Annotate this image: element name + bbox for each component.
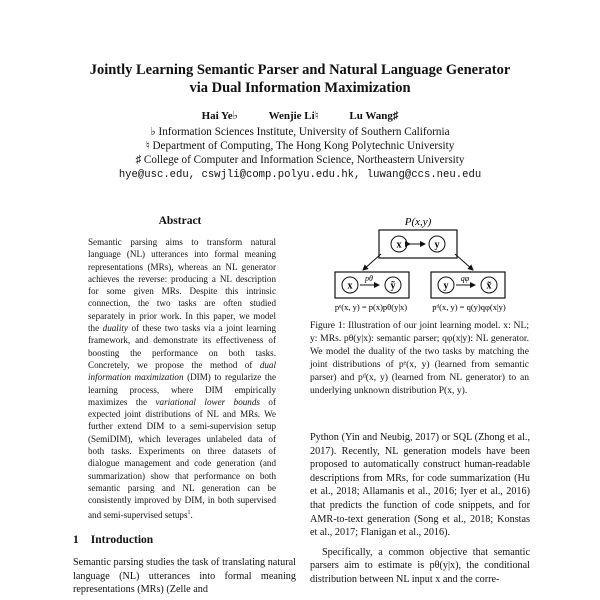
generator-input-y-label: y: [443, 280, 449, 292]
affiliation-2: ♮ Department of Computing, The Hong Kong Polytechnic University: [145, 140, 455, 152]
right-paragraph-1: Python (Yin and Neubig, 2017) or SQL (Zhong et al., 2017). Recently, NL generation models have been proposed to automatically construct human-readable descriptions from MRs, for code summarization (Hu et al., 2018; Allamanis et al., 2016; Iyer et al., 2016) that predicts the function of code snippets, and for AMR-to-text generation (Song et al., 2018; Konstas et al., 2017; Flanigan et al., 2016).: [310, 432, 530, 539]
footnote-mark: 1: [187, 509, 191, 516]
section-number: 1: [73, 534, 79, 546]
abstract-text-3: (DIM) to regularize the learning process, where DIM empirically maximizes the: [88, 372, 276, 407]
right-column-text: [310, 431, 530, 587]
author-2: Wenjie Li♮: [268, 110, 319, 122]
author-list: [0, 109, 600, 122]
generator-output-x-label: x̃: [486, 280, 492, 292]
abstract-heading: Abstract: [158, 215, 202, 227]
paper-title-line-1: Jointly Learning Semantic Parser and Natural Language Generator: [89, 62, 511, 78]
arrow-to-left-box: [363, 254, 381, 270]
abstract-text-4: of expected joint distributions of NL and MRs. We further extend DIM to a semi-supervision setup (: [88, 396, 276, 444]
parser-output-y-label: ỹ: [390, 280, 396, 292]
author-1: Hai Ye♭: [201, 110, 238, 122]
figure-1-diagram: [305, 212, 535, 312]
abstract-body: [88, 236, 276, 521]
abstract-end: .: [190, 509, 193, 520]
section-heading-introduction: [73, 534, 153, 546]
abstract-text-5: ), which leverages unlabeled data of both tasks. Experiments on three datasets of dialogue management and code generation (and summarization) show that performance on both semantic parsing and NL generation can be consistently improved by DIM, in both supervised and semi-supervised setups: [88, 433, 276, 520]
introduction-text: [73, 556, 296, 597]
abstract-text-1: Semantic parsing aims to transform natural language (NL) utterances into formal meaning representations (MRs), whereas an NL generator achieves the reverse: producing a NL description for some given MRs. Despite this intrinsic connection, the two tasks are often studied separately in prior work. In this paper, we model the: [88, 237, 276, 334]
top-node-y-label: y: [434, 239, 440, 251]
section-title: Introduction: [90, 534, 154, 546]
joint-distribution-label: P(x,y): [404, 216, 432, 228]
abstract-text-2: of these two tasks via a joint learning framework, and demonstrate its effectiveness of boosting the performance on both tasks. Concretely, we propose the method of: [88, 323, 276, 370]
parser-input-x-label: x: [347, 280, 353, 292]
affiliation-3: ♯ College of Computer and Information Science, Northeastern University: [135, 154, 465, 166]
abstract-emph-bounds: variational lower bounds: [155, 396, 260, 407]
generator-joint-formula: pᵈ(x, y) = q(y)qφ(x|y): [432, 302, 506, 312]
paper-title-line-2: via Dual Information Maximization: [189, 80, 411, 96]
author-emails: hye@usc.edu, cswjli@comp.polyu.edu.hk, luwang@ccs.neu.edu: [118, 169, 482, 181]
top-node-x-label: x: [396, 239, 402, 251]
figure-1-caption: [310, 319, 529, 397]
arrow-to-right-box: [455, 254, 473, 270]
figure-caption-text: Figure 1: Illustration of our joint learning model. x: NL; y: MRs. pθ(y|x): semantic parser; qφ(x|y): NL generator. We model the duality of the two tasks by matching the joint distributions of pᵉ(x, y) (learned from semantic parser) and pᵈ(x, y) (learned from NL generator) to an underlying unknown distribution P(x, y).: [310, 320, 529, 396]
affiliation-1: ♭ Information Sciences Institute, University of Southern California: [150, 126, 450, 138]
author-3: Lu Wang♯: [349, 110, 399, 122]
parser-arrow-label: pθ: [365, 274, 373, 283]
abstract-semidim: SemiDIM: [91, 433, 128, 444]
generator-arrow-label: qφ: [460, 274, 470, 283]
introduction-paragraph: Semantic parsing studies the task of translating natural language (NL) utterances into formal meaning representations (MRs) (Zelle and: [73, 557, 296, 596]
abstract-emph-duality: duality: [102, 323, 128, 334]
abstract-emph-dim: dual information maximization: [88, 359, 276, 383]
right-paragraph-2: Specifically, a common objective that semantic parsers aim to estimate is pθ(y|x), the conditional distribution between NL input x and the corre-: [310, 546, 530, 585]
parser-joint-formula: pᵉ(x, y) = p(x)pθ(y|x): [334, 302, 408, 312]
